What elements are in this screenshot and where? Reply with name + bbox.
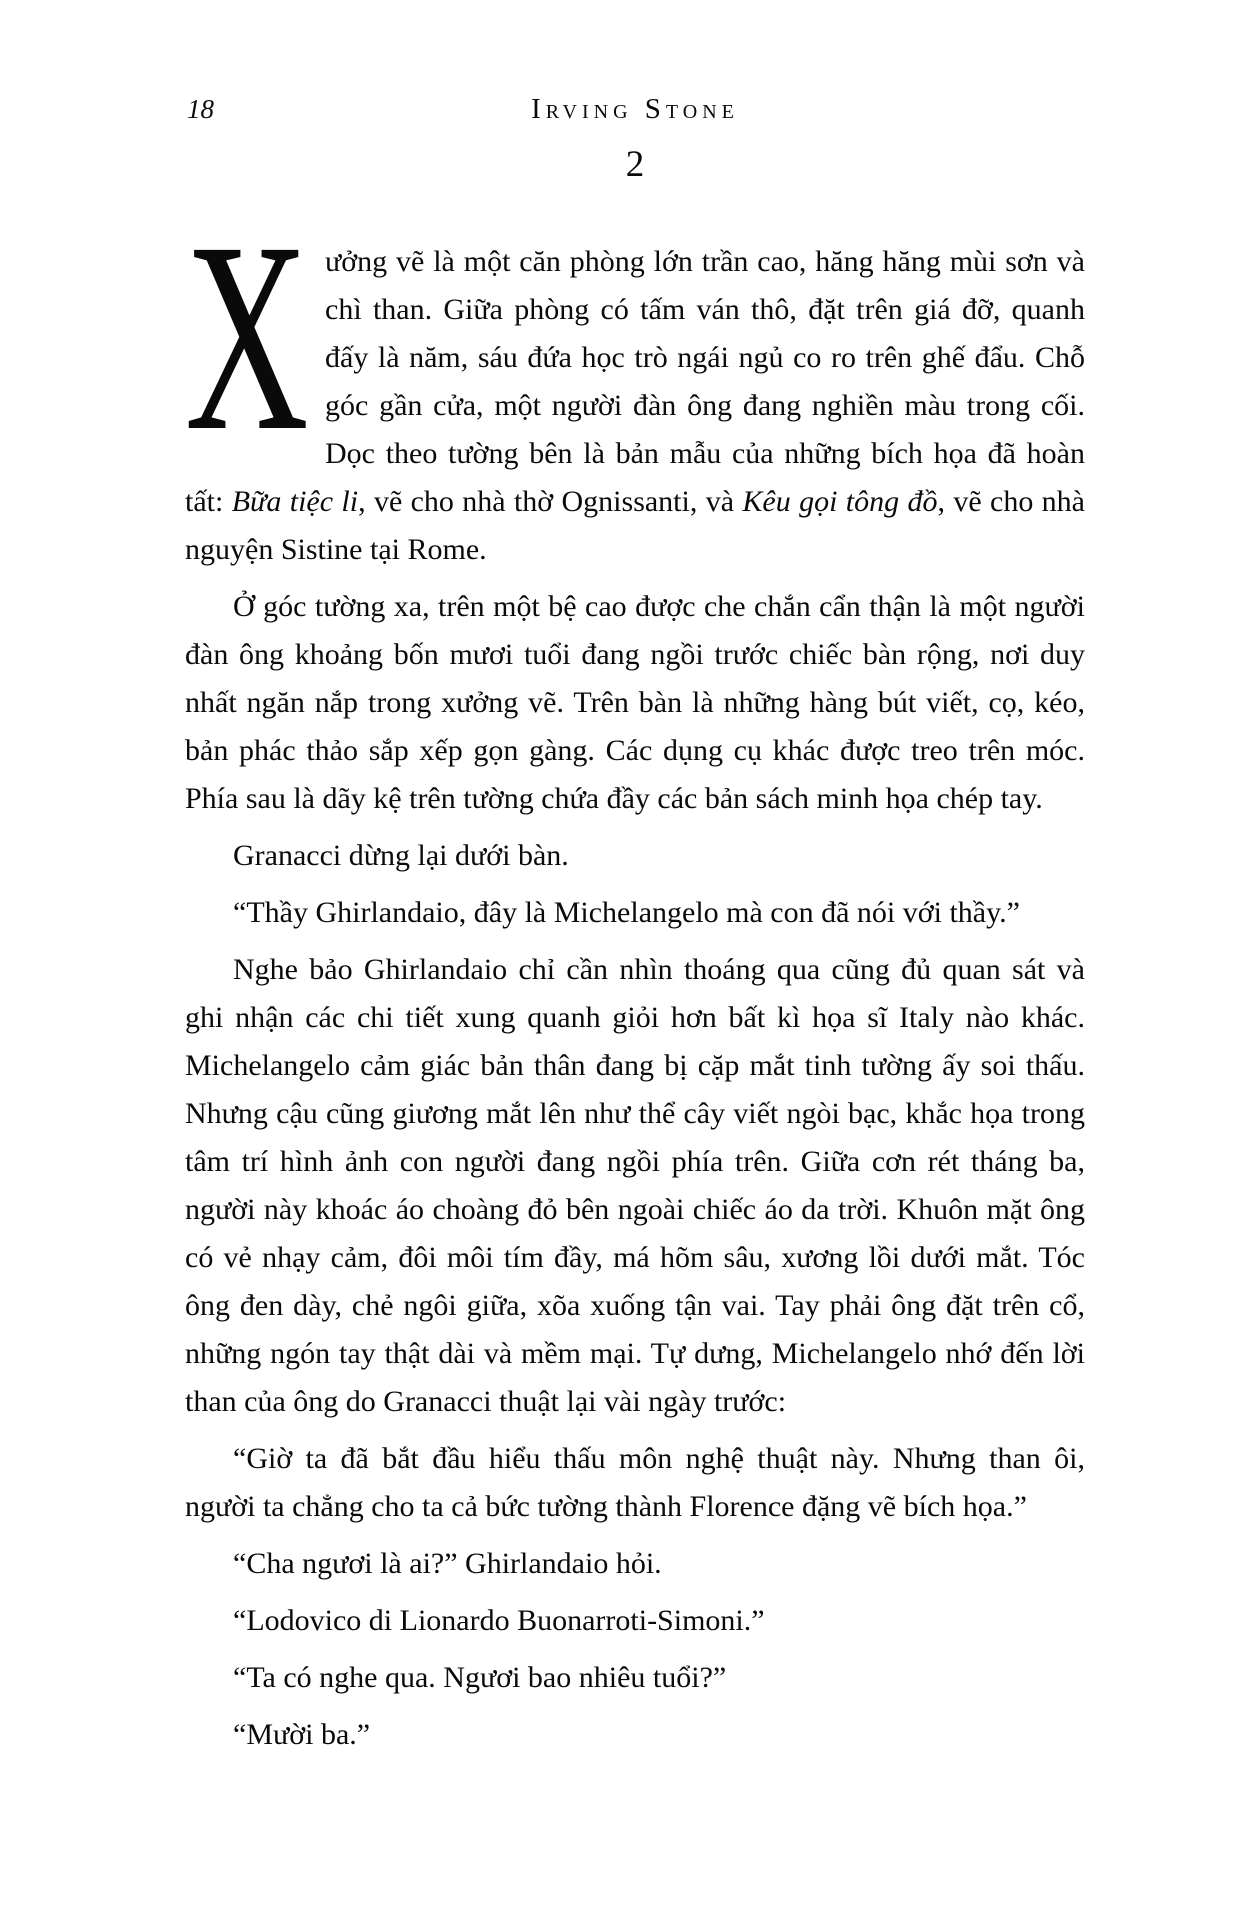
paragraph (185, 946, 1085, 1426)
text-run: ưởng vẽ là một căn phòng lớn trần cao, hăng hăng mùi sơn và chì than. Giữa phòng có tấm ván thô, đặt trên giá đỡ, quanh đấy là năm, sáu đứa học trò ngái ngủ co ro trên ghế đẩu. Chỗ góc gần cửa, một người đàn ông đang nghiền màu trong cối. Dọc theo tường bên là bản mẫu của những bích họa đã hoàn tất: (185, 245, 1085, 518)
paragraph (185, 1435, 1085, 1531)
text-run: “Ta có nghe qua. Ngươi bao nhiêu tuổi?” (233, 1661, 727, 1694)
text-run: , vẽ cho nhà nguyện Sistine tại Rome. (185, 485, 1085, 566)
text-run: Ở góc tường xa, trên một bệ cao được che chắn cẩn thận là một người đàn ông khoảng bốn mươi tuổi đang ngồi trước chiếc bàn rộng, nơi duy nhất ngăn nắp trong xưởng vẽ. Trên bàn là những hàng bút viết, cọ, kéo, bản phác thảo sắp xếp gọn gàng. Các dụng cụ khác được treo trên móc. Phía sau là dãy kệ trên tường chứa đầy các bản sách minh họa chép tay. (185, 590, 1085, 815)
paragraph (185, 583, 1085, 823)
text-run: , vẽ cho nhà thờ Ognissanti, và (358, 485, 743, 518)
paragraph (185, 832, 1085, 880)
running-head: Irving Stone (531, 93, 739, 125)
text-run: “Cha ngươi là ai?” Ghirlandaio hỏi. (233, 1547, 662, 1580)
artwork-title: Kêu gọi tông đồ (742, 485, 938, 518)
page-number: 18 (187, 94, 214, 124)
text-run: “Lodovico di Lionardo Buonarroti-Simoni.” (233, 1604, 765, 1637)
text-run: Nghe bảo Ghirlandaio chỉ cần nhìn thoáng qua cũng đủ quan sát và ghi nhận các chi tiết xung quanh giỏi hơn bất kì họa sĩ Italy nào khác. Michelangelo cảm giác bản thân đang bị cặp mắt tinh tường ấy soi thấu. Nhưng cậu cũng giương mắt lên như thể cây viết ngòi bạc, khắc họa trong tâm trí hình ảnh con người đang ngồi phía trên. Giữa cơn rét tháng ba, người này khoác áo choàng đỏ bên ngoài chiếc áo da trời. Khuôn mặt ông có vẻ nhạy cảm, đôi môi tím đầy, má hõm sâu, xương lồi dưới mắt. Tóc ông đen dày, chẻ ngôi giữa, xõa xuống tận vai. Tay phải ông đặt trên cổ, những ngón tay thật dài và mềm mại. Tự dưng, Michelangelo nhớ đến lời than của ông do Granacci thuật lại vài ngày trước: (185, 953, 1085, 1418)
paragraph (185, 1540, 1085, 1588)
paragraph (185, 186, 1085, 574)
chapter-number: 2 (625, 144, 645, 185)
text-block (185, 0, 1085, 1768)
text-run: “Thầy Ghirlandaio, đây là Michelangelo mà con đã nói với thầy.” (233, 896, 1020, 929)
artwork-title: Bữa tiệc li (231, 485, 359, 518)
drop-cap-letter: X (185, 186, 309, 487)
text-run: “Mười ba.” (233, 1718, 371, 1751)
paragraph (185, 1654, 1085, 1702)
paragraph (185, 1711, 1085, 1759)
body-text (185, 186, 1085, 1759)
text-run: Granacci dừng lại dưới bàn. (233, 839, 569, 872)
text-run: “Giờ ta đã bắt đầu hiểu thấu môn nghệ thuật này. Nhưng than ôi, người ta chẳng cho ta cả bức tường thành Florence đặng vẽ bích họa.” (185, 1442, 1085, 1523)
paragraph (185, 1597, 1085, 1645)
page-header (185, 0, 1085, 130)
paragraph (185, 889, 1085, 937)
